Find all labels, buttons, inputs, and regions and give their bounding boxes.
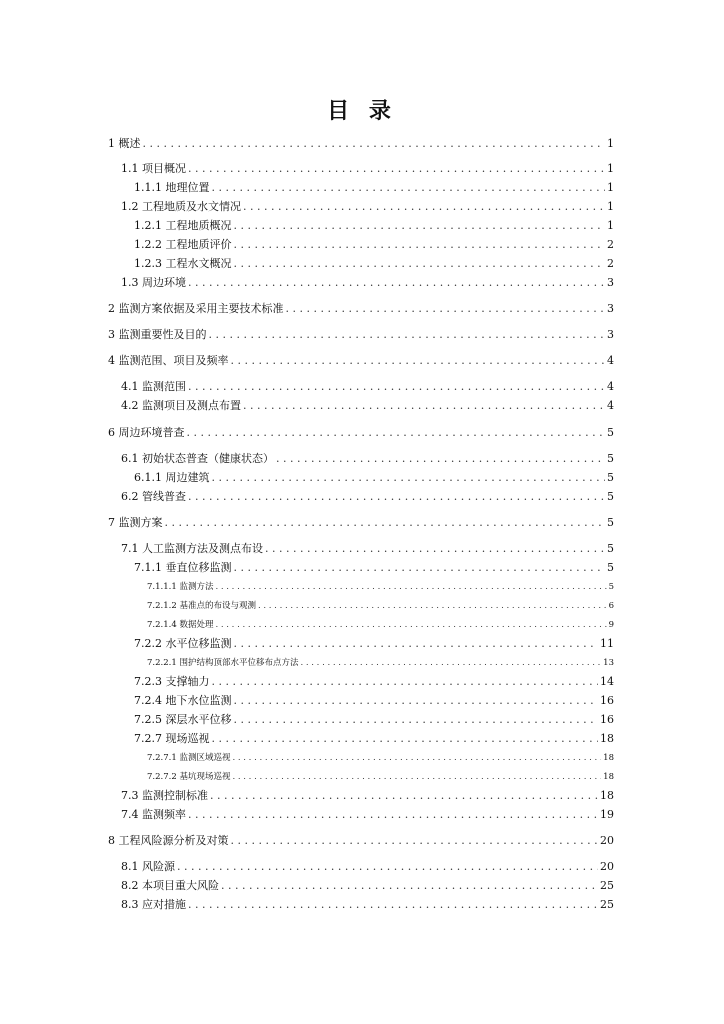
toc-entry-page: 16 <box>600 694 614 707</box>
toc-entry-7-1-1[interactable] <box>134 561 614 575</box>
toc-leader <box>212 732 599 746</box>
toc-leader <box>210 789 598 803</box>
toc-entry-label: 7.2.3 支撑轴力 <box>134 675 210 688</box>
toc-leader <box>300 656 601 670</box>
toc-entry-page: 3 <box>607 276 614 289</box>
toc-entry-page: 18 <box>603 772 614 782</box>
toc-entry-2[interactable] <box>108 302 614 316</box>
toc-entry-label: 1.1 项目概况 <box>121 162 186 175</box>
toc-leader <box>187 426 606 440</box>
toc-entry-page: 1 <box>607 162 614 175</box>
toc-entry-6[interactable] <box>108 426 614 440</box>
toc-entry-8-1[interactable] <box>121 860 614 874</box>
toc-entry-label: 7.2.2 水平位移监测 <box>134 637 232 650</box>
toc-leader <box>221 879 598 893</box>
toc-leader <box>243 200 605 214</box>
toc-entry-8[interactable] <box>108 834 614 848</box>
toc-leader <box>234 713 599 727</box>
toc-entry-label: 7.2.7.1 监测区域巡视 <box>147 753 231 763</box>
toc-entry-page: 1 <box>607 219 614 232</box>
toc-entry-label: 7.1.1 垂直位移监测 <box>134 561 232 574</box>
toc-entry-label: 7.1 人工监测方法及测点布设 <box>121 542 263 555</box>
toc-entry-6-1-1[interactable] <box>134 471 614 485</box>
toc-entry-page: 5 <box>607 561 614 574</box>
toc-entry-page: 5 <box>607 516 614 529</box>
toc-entry-page: 5 <box>607 490 614 503</box>
toc-entry-7-2-7[interactable] <box>134 732 614 746</box>
toc-entry-7[interactable] <box>108 516 614 530</box>
toc-entry-page: 1 <box>607 137 614 150</box>
toc-entry-page: 11 <box>600 637 614 650</box>
toc-entry-7-2-7-1[interactable] <box>147 751 614 765</box>
toc-entry-label: 1.2.1 工程地质概况 <box>134 219 232 232</box>
toc-leader <box>188 490 605 504</box>
toc-leader <box>231 834 599 848</box>
toc-entry-4[interactable] <box>108 354 614 368</box>
toc-title: 目 录 <box>327 98 397 124</box>
toc-leader <box>234 257 606 271</box>
toc-entry-page: 4 <box>607 399 614 412</box>
toc-leader <box>188 162 605 176</box>
toc-entry-4-2[interactable] <box>121 399 614 413</box>
toc-entry-page: 25 <box>600 898 614 911</box>
toc-entry-7-2-1-4[interactable] <box>147 618 614 632</box>
toc-leader <box>212 181 606 195</box>
toc-leader <box>209 328 606 342</box>
toc-entry-7-2-2[interactable] <box>134 637 614 651</box>
toc-entry-3[interactable] <box>108 328 614 342</box>
toc-entry-7-4[interactable] <box>121 808 614 822</box>
toc-entry-page: 5 <box>608 582 614 592</box>
toc-entry-page: 5 <box>607 426 614 439</box>
toc-leader <box>234 694 599 708</box>
toc-leader <box>232 751 601 765</box>
toc-leader <box>234 637 599 651</box>
toc-entry-label: 7.3 监测控制标准 <box>121 789 208 802</box>
toc-entry-7-2-1-2[interactable] <box>147 599 614 613</box>
toc-entry-page: 5 <box>607 471 614 484</box>
toc-entry-page: 20 <box>600 834 614 847</box>
toc-entry-label: 6.2 管线普查 <box>121 490 186 503</box>
toc-entry-label: 3 监测重要性及目的 <box>108 328 207 341</box>
toc-entry-label: 7.2.7 现场巡视 <box>134 732 210 745</box>
toc-leader <box>276 452 605 466</box>
toc-entry-label: 7.4 监测频率 <box>121 808 186 821</box>
toc-entry-page: 3 <box>607 302 614 315</box>
toc-entry-label: 7.2.7.2 基坑现场巡视 <box>147 772 231 782</box>
toc-entry-label: 7.2.1.4 数据处理 <box>147 620 214 630</box>
toc-entry-page: 18 <box>603 753 614 763</box>
toc-entry-1-1[interactable] <box>121 162 614 176</box>
toc-entry-7-2-5[interactable] <box>134 713 614 727</box>
toc-entry-7-2-3[interactable] <box>134 675 614 689</box>
toc-leader <box>258 599 607 613</box>
toc-entry-1-2-1[interactable] <box>134 219 614 233</box>
toc-entry-label: 7.1.1.1 监测方法 <box>147 582 214 592</box>
toc-entry-page: 5 <box>607 452 614 465</box>
toc-entry-label: 1.1.1 地理位置 <box>134 181 210 194</box>
toc-entry-1-1-1[interactable] <box>134 181 614 195</box>
toc-entry-label: 7.2.2.1 围护结构顶部水平位移布点方法 <box>147 658 299 668</box>
toc-entry-page: 1 <box>607 200 614 213</box>
toc-entry-page: 18 <box>600 732 614 745</box>
toc-leader <box>188 380 605 394</box>
toc-entry-label: 1.2 工程地质及水文情况 <box>121 200 241 213</box>
toc-leader <box>212 471 606 485</box>
toc-entry-label: 8.3 应对措施 <box>121 898 186 911</box>
toc-entry-page: 25 <box>600 879 614 892</box>
toc-entry-1-2[interactable] <box>121 200 614 214</box>
toc-entry-label: 7.2.1.2 基准点的布设与观测 <box>147 601 256 611</box>
toc-leader <box>265 542 605 556</box>
toc-entry-label: 7.2.4 地下水位监测 <box>134 694 232 707</box>
toc-entry-page: 5 <box>607 542 614 555</box>
toc-entry-7-2-2-1[interactable] <box>147 656 614 670</box>
toc-entry-label: 1.2.2 工程地质评价 <box>134 238 232 251</box>
toc-entry-page: 19 <box>600 808 614 821</box>
toc-leader <box>143 137 606 151</box>
toc-entry-label: 1 概述 <box>108 137 141 150</box>
toc-leader <box>243 399 605 413</box>
toc-leader <box>165 516 606 530</box>
toc-entry-page: 20 <box>600 860 614 873</box>
toc-entry-label: 8 工程风险源分析及对策 <box>108 834 229 847</box>
toc-entry-page: 2 <box>607 238 614 251</box>
toc-entry-1-2-3[interactable] <box>134 257 614 271</box>
toc-entry-label: 8.1 风险源 <box>121 860 175 873</box>
toc-entry-1[interactable] <box>108 137 614 151</box>
toc-leader <box>188 808 598 822</box>
toc-leader <box>177 860 598 874</box>
toc-entry-page: 1 <box>607 181 614 194</box>
toc-entry-page: 9 <box>608 620 614 630</box>
toc-entry-7-2-7-2[interactable] <box>147 770 614 784</box>
toc-entry-label: 6 周边环境普查 <box>108 426 185 439</box>
toc-entry-8-3[interactable] <box>121 898 614 912</box>
toc-entry-7-1-1-1[interactable] <box>147 580 614 594</box>
toc-entry-page: 16 <box>600 713 614 726</box>
toc-entry-label: 2 监测方案依据及采用主要技术标准 <box>108 302 284 315</box>
toc-entry-8-2[interactable] <box>121 879 614 893</box>
toc-entry-label: 6.1.1 周边建筑 <box>134 471 210 484</box>
toc-entry-page: 13 <box>603 658 614 668</box>
toc-entry-page: 6 <box>608 601 614 611</box>
toc-entry-label: 7.2.5 深层水平位移 <box>134 713 232 726</box>
toc-entry-page: 4 <box>607 380 614 393</box>
toc-leader <box>188 898 598 912</box>
toc-entry-7-3[interactable] <box>121 789 614 803</box>
toc-entry-page: 3 <box>607 328 614 341</box>
toc-leader <box>286 302 606 316</box>
toc-leader <box>234 219 606 233</box>
toc-entry-label: 1.2.3 工程水文概况 <box>134 257 232 270</box>
toc-entry-page: 18 <box>600 789 614 802</box>
toc-entry-label: 7 监测方案 <box>108 516 163 529</box>
toc-leader <box>234 238 606 252</box>
toc-entry-6-1[interactable] <box>121 452 614 466</box>
toc-entry-7-1[interactable] <box>121 542 614 556</box>
toc-entry-label: 6.1 初始状态普查（健康状态） <box>121 452 274 465</box>
toc-entry-label: 8.2 本项目重大风险 <box>121 879 219 892</box>
toc-leader <box>232 770 601 784</box>
toc-entry-7-2-4[interactable] <box>134 694 614 708</box>
toc-leader <box>234 561 606 575</box>
toc-entry-6-2[interactable] <box>121 490 614 504</box>
toc-entry-label: 1.3 周边环境 <box>121 276 186 289</box>
toc-leader <box>188 276 605 290</box>
toc-entry-page: 4 <box>607 354 614 367</box>
toc-entry-1-3[interactable] <box>121 276 614 290</box>
toc-entry-page: 2 <box>607 257 614 270</box>
toc-leader <box>215 618 606 632</box>
toc-entry-page: 14 <box>600 675 614 688</box>
toc-leader <box>215 580 606 594</box>
toc-leader <box>212 675 599 689</box>
toc-entry-1-2-2[interactable] <box>134 238 614 252</box>
toc-entry-4-1[interactable] <box>121 380 614 394</box>
toc-leader <box>231 354 606 368</box>
toc-entry-label: 4.2 监测项目及测点布置 <box>121 399 241 412</box>
toc-entry-label: 4.1 监测范围 <box>121 380 186 393</box>
toc-entry-label: 4 监测范围、项目及频率 <box>108 354 229 367</box>
